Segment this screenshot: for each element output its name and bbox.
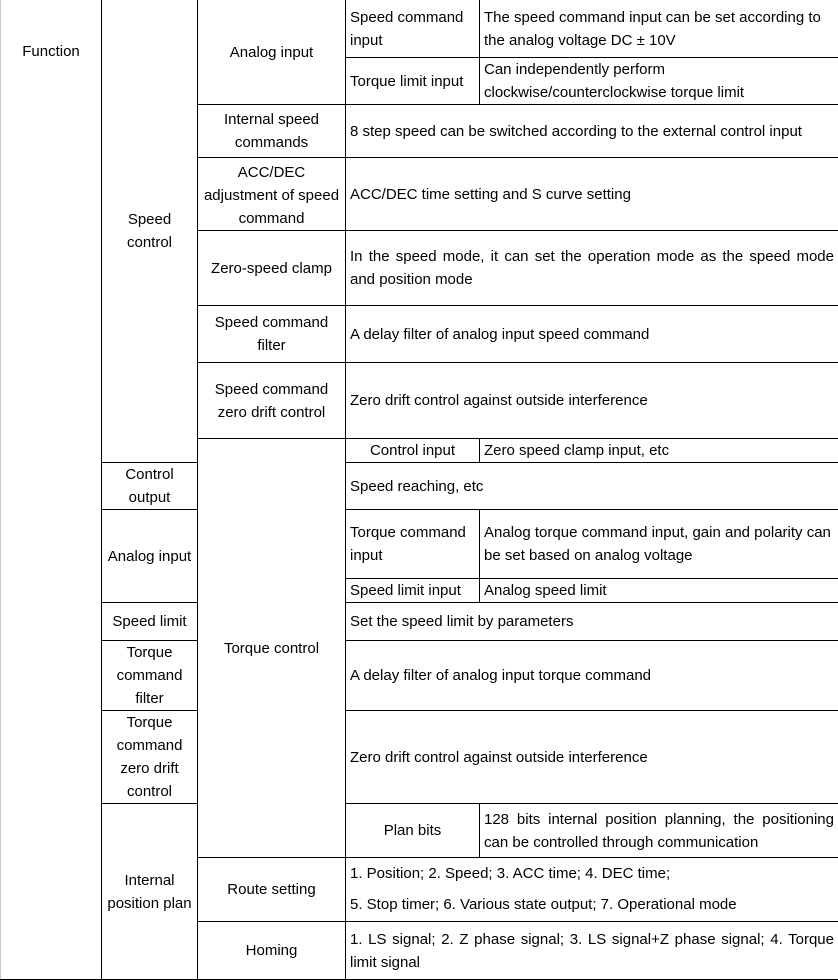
zero-speed-clamp-desc: In the speed mode, it can set the operation mode as the speed mode and position mode (346, 231, 838, 306)
torque-speed-limit: Speed limit (102, 603, 198, 641)
speed-command-filter-desc: A delay filter of analog input speed command (346, 306, 838, 363)
speed-analog-input: Analog input (198, 0, 346, 105)
route-setting-line-2: 5. Stop timer; 6. Various state output; 7. Operational mode (346, 889, 838, 922)
homing: Homing (198, 922, 346, 980)
route-setting-line-1: 1. Position; 2. Speed; 3. ACC time; 4. DEC time; (346, 858, 838, 889)
speed-zero-drift-desc: Zero drift control against outside interference (346, 363, 838, 439)
speed-command-input-desc: The speed command input can be set according to the analog voltage DC ± 10V (480, 0, 838, 58)
route-setting: Route setting (198, 858, 346, 922)
torque-speed-limit-desc: Set the speed limit by parameters (346, 603, 838, 641)
table-row (1, 510, 838, 579)
torque-control-input: Control input (346, 439, 480, 463)
homing-desc: 1. LS signal; 2. Z phase signal; 3. LS signal+Z phase signal; 4. Torque limit signal (346, 922, 838, 980)
table-row (1, 463, 838, 510)
category-function: Function (1, 0, 102, 980)
internal-speed-commands: Internal speed commands (198, 105, 346, 158)
zero-speed-clamp: Zero-speed clamp (198, 231, 346, 306)
plan-bits: Plan bits (346, 804, 480, 858)
torque-control-output: Control output (102, 463, 198, 510)
torque-control-input-desc: Zero speed clamp input, etc (480, 439, 838, 463)
torque-control-output-desc: Speed reaching, etc (346, 463, 838, 510)
torque-limit-input-desc: Can independently perform clockwise/counterclockwise torque limit (480, 58, 838, 105)
table-row (1, 804, 838, 858)
torque-command-filter-desc: A delay filter of analog input torque command (346, 641, 838, 711)
torque-limit-input-label: Torque limit input (346, 58, 480, 105)
internal-speed-commands-desc: 8 step speed can be switched according to the external control input (346, 105, 838, 158)
torque-zero-drift: Torque command zero drift control (102, 711, 198, 804)
plan-bits-desc: 128 bits internal position planning, the positioning can be controlled through communication (480, 804, 838, 858)
section-internal-position-plan: Internal position plan (102, 804, 198, 980)
torque-command-filter: Torque command filter (102, 641, 198, 711)
speed-zero-drift: Speed command zero drift control (198, 363, 346, 439)
speed-command-input-label: Speed command input (346, 0, 480, 58)
table-row (1, 711, 838, 804)
torque-zero-drift-desc: Zero drift control against outside interference (346, 711, 838, 804)
table-row (1, 641, 838, 711)
speed-command-filter: Speed command filter (198, 306, 346, 363)
accdec-adjustment-desc: ACC/DEC time setting and S curve setting (346, 158, 838, 231)
section-torque-control: Torque control (198, 439, 346, 858)
speed-limit-input-desc: Analog speed limit (480, 579, 838, 603)
table-row (1, 603, 838, 641)
table-row (1, 0, 838, 58)
torque-command-input-label: Torque command input (346, 510, 480, 579)
accdec-adjustment: ACC/DEC adjustment of speed command (198, 158, 346, 231)
torque-analog-input: Analog input (102, 510, 198, 603)
speed-limit-input-label: Speed limit input (346, 579, 480, 603)
section-speed-control: Speed control (102, 0, 198, 463)
torque-command-input-desc: Analog torque command input, gain and polarity can be set based on analog voltage (480, 510, 838, 579)
